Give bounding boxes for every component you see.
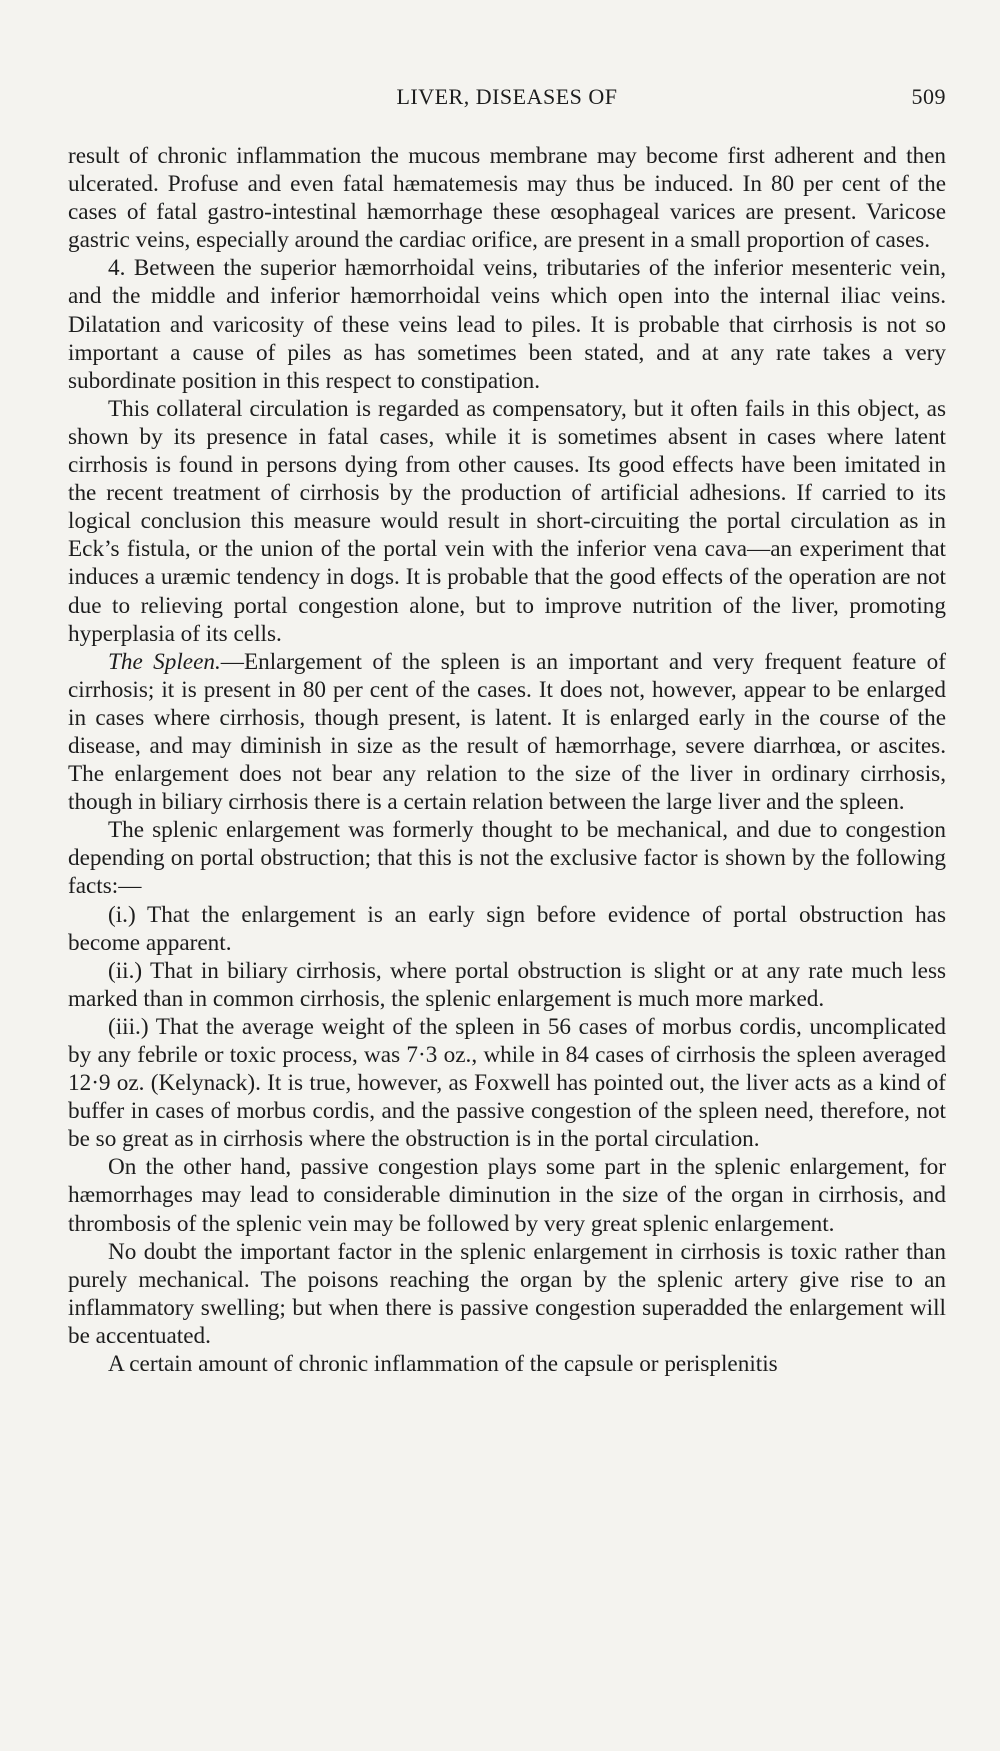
page-number: 509: [911, 84, 946, 109]
paragraph: [68, 1013, 946, 1153]
paragraph-text: (iii.) That the average weight of the spleen in 56 cases of morbus cordis, uncomplicated by any febrile or toxic process, was 7·3 oz., while in 84 cases of cirrhosis the spleen averaged 12·9 oz. (Kelynack). It is true, however, as Foxwell has pointed out, the liver acts as a kind of buffer in cases of morbus cordis, and the passive congestion of the spleen need, therefore, not be so great as in cirrhosis where the obstruction is in the portal circulation.: [68, 1013, 946, 1153]
section-heading: The Spleen.: [108, 648, 221, 675]
paragraph: [68, 816, 946, 900]
page-header: [68, 84, 946, 116]
paragraph-text: The splenic enlargement was formerly thought to be mechanical, and due to congestion depending on portal obstruction; that this is not the exclusive factor is shown by the following facts:—: [68, 817, 946, 900]
paragraph-text: (i.) That the enlargement is an early sign before evidence of portal obstruction has become apparent.: [68, 901, 946, 956]
paragraph-text: 4. Between the superior hæmorrhoidal veins, tributaries of the inferior mesenteric vein, and the middle and inferior hæmorrhoidal veins which open into the internal iliac veins. Dilatation and varicosity of these veins lead to piles. It is probable that cirrhosis is not so important a cause of piles as has sometimes been stated, and at any rate takes a very subordinate position in this respect to constipation.: [68, 255, 946, 394]
paragraph: [68, 1238, 946, 1350]
paragraph-text: This collateral circulation is regarded as compensatory, but it often fails in this object, as shown by its presence in fatal cases, while it is sometimes absent in cases where latent cirrhosis is found in persons dying from other causes. Its good effects have been imitated in the recent treatment of cirrhosis by the production of artificial adhesions. If carried to its logical conclusion this measure would result in short-circuiting the portal circulation as in Eck’s fistula, or the union of the portal vein with the inferior vena cava—an experiment that induces a uræmic tendency in dogs. It is probable that the good effects of the operation are not due to relieving portal congestion alone, but to improve nutrition of the liver, promoting hyperplasia of its cells.: [68, 395, 946, 647]
paragraph-text: No doubt the important factor in the splenic enlargement in cirrhosis is toxic rather than purely mechanical. The poisons reaching the organ by the splenic artery give rise to an inflammatory swelling; but when there is passive congestion superadded the enlargement will be accentuated.: [68, 1238, 946, 1349]
body-text: [68, 142, 946, 1378]
paragraph-text: result of chronic inflammation the mucous membrane may become first adherent and then ulcerated. Profuse and even fatal hæmatemesis may thus be induced. In 80 per cent of the cases of fatal gastro-intestinal hæmorrhage these œsophageal varices are present. Varicose gastric veins, especially around the cardiac orifice, are present in a small proportion of cases.: [68, 143, 946, 254]
paragraph-text: —Enlargement of the spleen is an important and very frequent feature of cirrhosis; it is present in 80 per cent of the cases. It does not, however, appear to be enlarged in cases where cirrhosis, though present, is latent. It is enlarged early in the course of the disease, and may diminish in size as the result of hæmorrhage, severe diarrhœa, or ascites. The enlargement does not bear any relation to the size of the liver in ordinary cirrhosis, though in biliary cirrhosis there is a certain relation between the large liver and the spleen.: [68, 648, 946, 816]
paragraph: [68, 957, 946, 1013]
paragraph: [68, 1350, 946, 1378]
running-head: LIVER, DISEASES OF: [396, 84, 618, 109]
paragraph: [68, 395, 946, 648]
paragraph: [68, 1153, 946, 1237]
paragraph-text: On the other hand, passive congestion plays some part in the splenic enlargement, for hæmorrhages may lead to considerable diminution in the size of the organ in cirrhosis, and thrombosis of the splenic vein may be followed by very great splenic enlargement.: [68, 1154, 946, 1237]
paragraph: [68, 142, 946, 254]
paragraph: [68, 901, 946, 957]
paragraph: [68, 648, 946, 817]
paragraph: [68, 254, 946, 394]
paragraph-text: (ii.) That in biliary cirrhosis, where portal obstruction is slight or at any rate much less marked than in common cirrhosis, the splenic enlargement is much more marked.: [68, 957, 946, 1012]
paragraph-text: A certain amount of chronic inflammation of the capsule or perisplenitis: [108, 1351, 778, 1378]
